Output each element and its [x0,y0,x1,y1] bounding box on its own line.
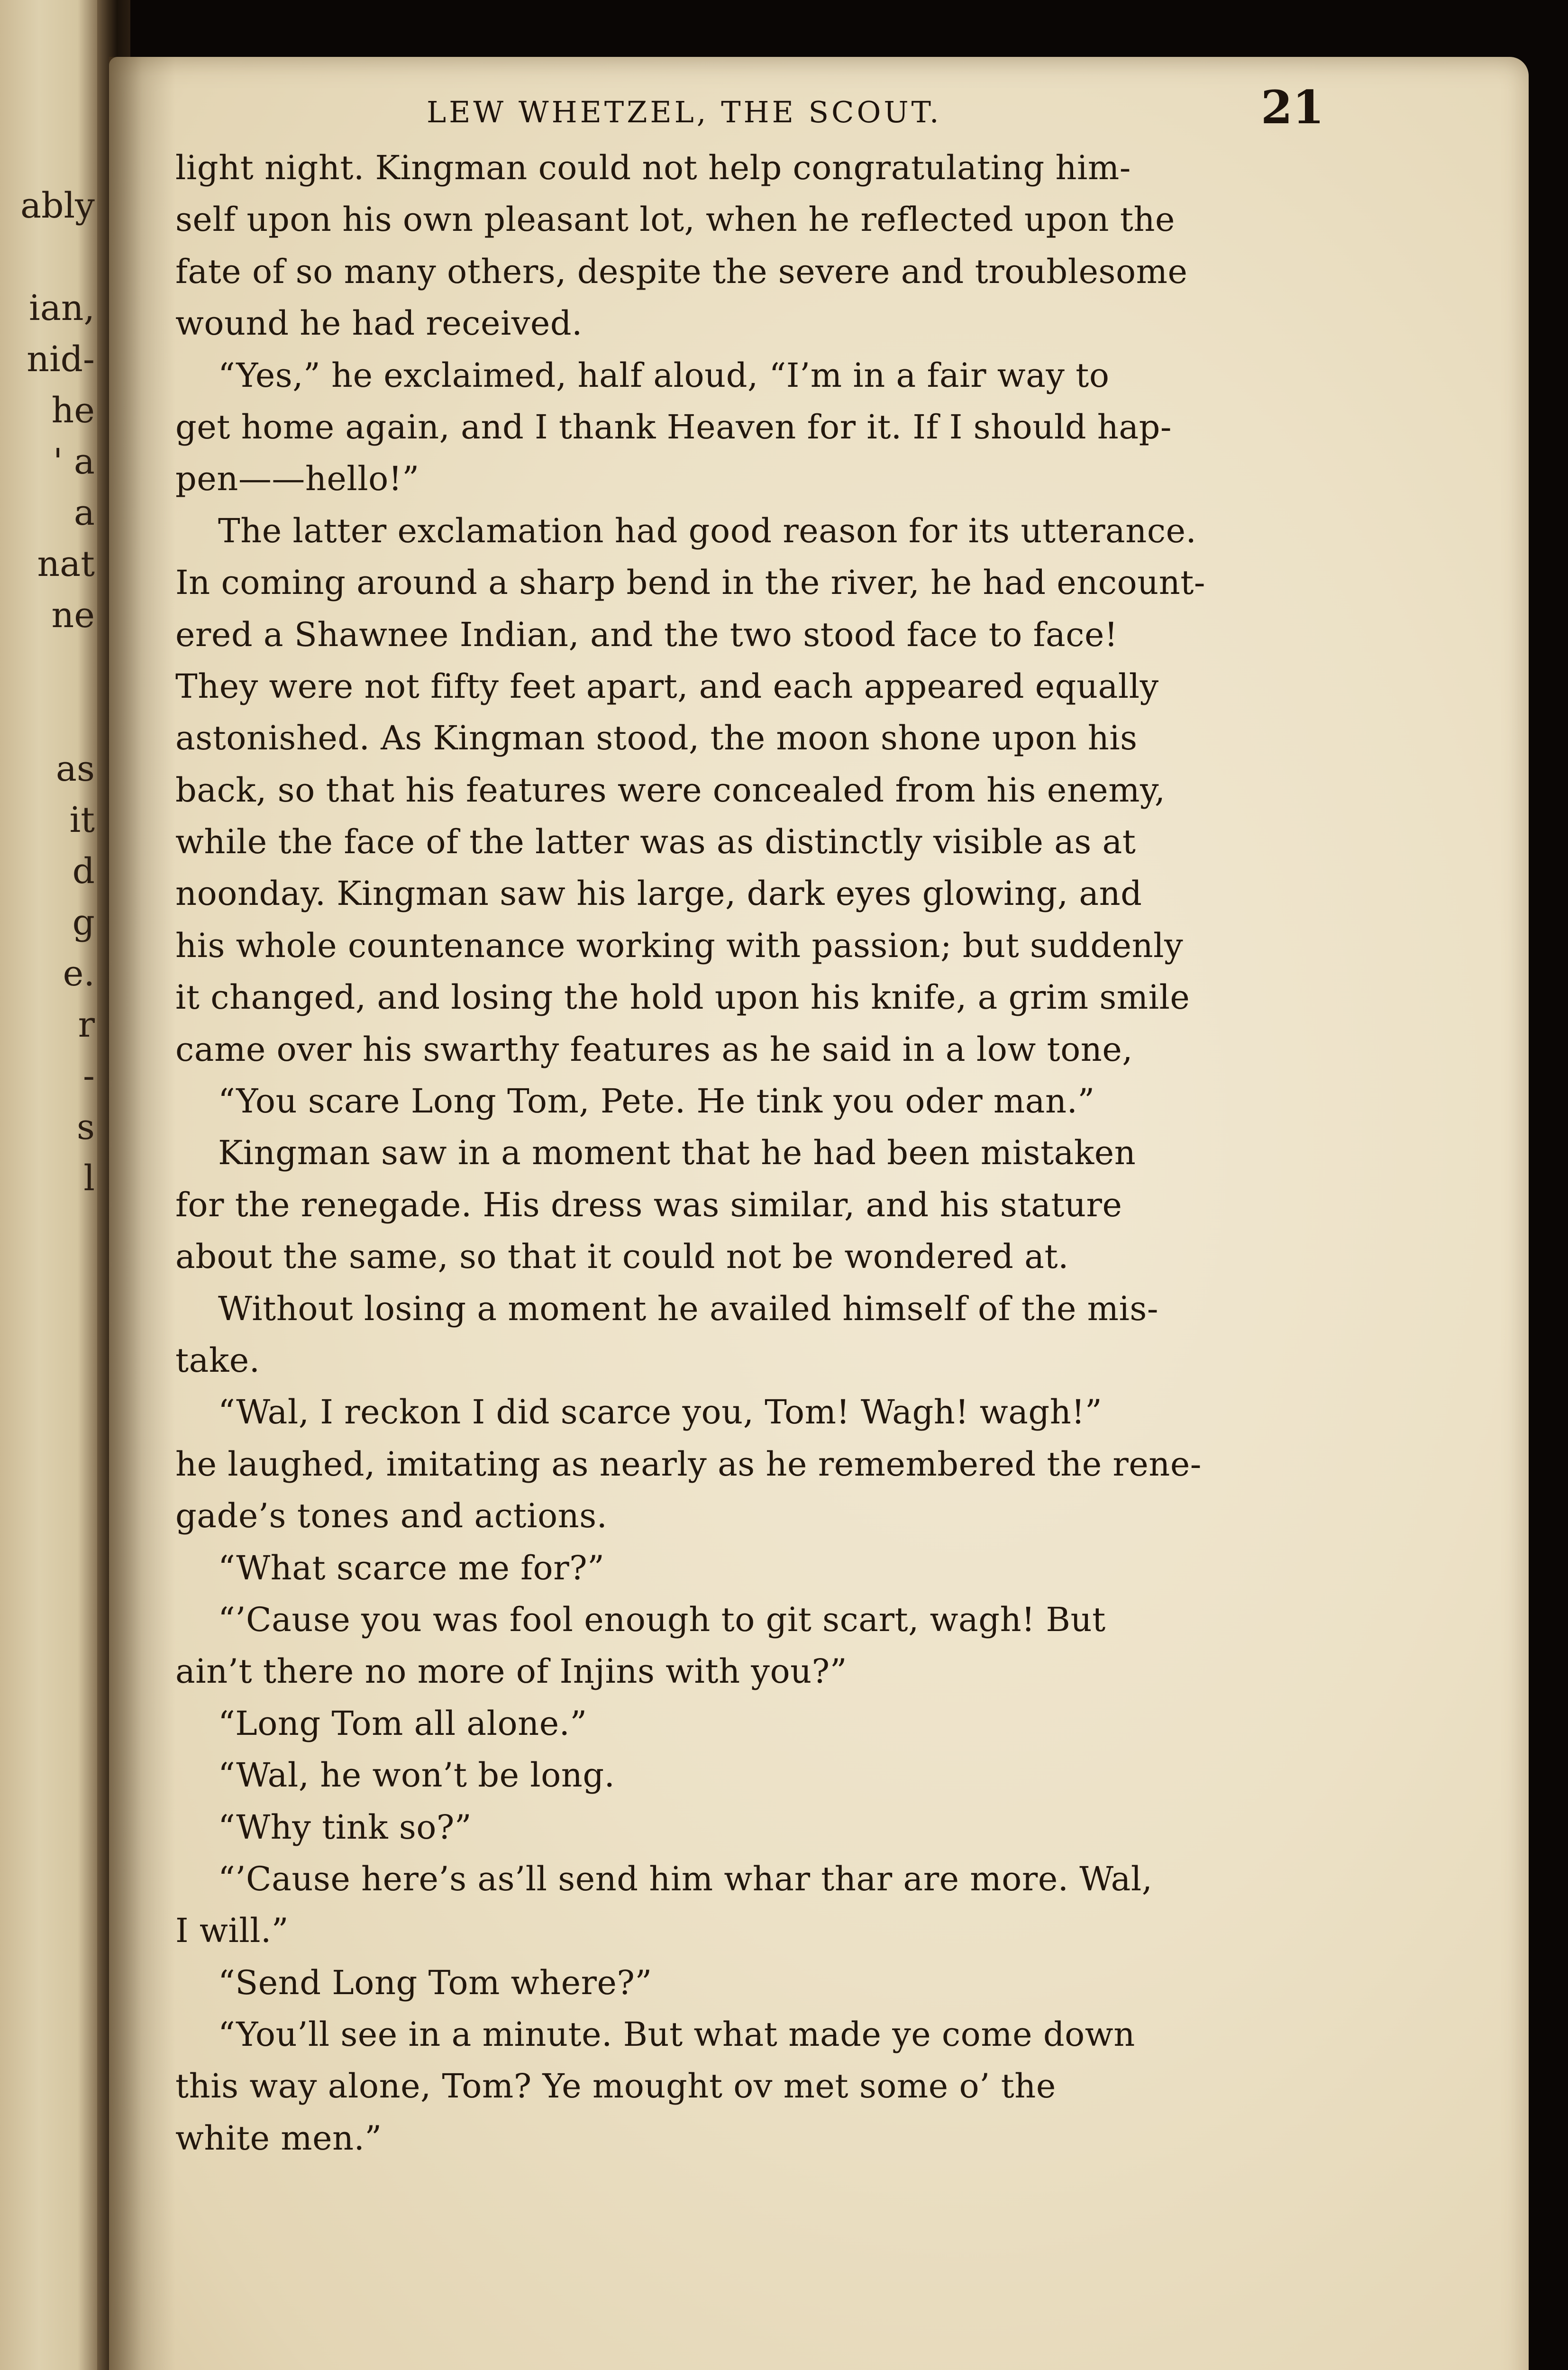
text-line: white men.” [175,2118,382,2158]
text-line: The latter exclamation had good reason for its utterance. [218,511,1197,550]
fragment-line: s [77,1107,95,1148]
fragment-line: nat [37,544,95,584]
page-body-text [175,142,1351,2164]
text-line: “’Cause you was fool enough to git scart, wagh! But [218,1600,1106,1639]
text-line: They were not fifty feet apart, and each appeared equally [175,666,1159,706]
fragment-line [0,692,95,743]
text-line: pen——hello!” [175,459,419,499]
text-line: Without losing a moment he availed himself of the mis- [218,1289,1158,1328]
fragment-line: l [83,1158,95,1199]
fragment-line [0,641,95,692]
fragment-line: d [72,851,95,892]
text-line: self upon his own pleasant lot, when he reflected upon the [175,200,1175,239]
text-line: “What scarce me for?” [218,1548,605,1587]
fragment-line: nid- [27,339,95,380]
text-line: noonday. Kingman saw his large, dark eyes glowing, and [175,874,1142,913]
text-line: gade’s tones and actions. [175,1496,608,1536]
fragment-line: ably [20,185,95,226]
text-line: while the face of the latter was as distinctly visible as at [175,822,1136,862]
text-line: fate of so many others, despite the severe and troublesome [175,252,1188,291]
fragment-line [0,231,95,283]
fragment-line: a [73,492,95,533]
text-line: Kingman saw in a moment that he had been mistaken [218,1133,1136,1173]
text-line: came over his swarthy features as he said in a low tone, [175,1030,1133,1069]
fragment-line: ian, [29,288,95,328]
text-line: “Long Tom all alone.” [218,1704,587,1743]
text-line: he laughed, imitating as nearly as he remembered the rene- [175,1444,1202,1484]
text-line: his whole countenance working with passion; but suddenly [175,926,1184,965]
text-line: “Why tink so?” [218,1807,472,1847]
fragment-line: g [72,902,95,943]
text-line: “Yes,” he exclaimed, half aloud, “I’m in a fair way to [218,356,1110,395]
fragment-line: as [55,748,95,789]
text-line: take. [175,1340,260,1380]
text-line: light night. Kingman could not help congratulating him- [175,148,1131,187]
fragment-line: ne [51,595,95,636]
text-line: for the renegade. His dress was similar, and his stature [175,1185,1122,1224]
text-line: “Wal, I reckon I did scarce you, Tom! Wagh! wagh!” [218,1393,1103,1432]
running-head: LEW WHETZEL, THE SCOUT. [427,95,942,129]
fragment-line: ' a [53,441,95,482]
text-line: ered a Shawnee Indian, and the two stood face to face! [175,615,1118,654]
text-line: “You scare Long Tom, Pete. He tink you oder man.” [218,1082,1095,1121]
text-line: this way alone, Tom? Ye mought ov met some o’ the [175,2067,1056,2106]
text-line: “Send Long Tom where?” [218,1963,652,2002]
text-line: I will.” [175,1911,289,1951]
fragment-line: e. [63,953,95,994]
text-line: ain’t there no more of Injins with you?” [175,1652,847,1691]
text-line: back, so that his features were concealed from his enemy, [175,770,1166,810]
text-line: astonished. As Kingman stood, the moon shone upon his [175,719,1138,758]
text-line: it changed, and losing the hold upon his knife, a grim smile [175,978,1190,1017]
text-line: wound he had received. [175,304,583,343]
previous-page-text-fragments [0,180,95,1204]
text-line: about the same, so that it could not be wondered at. [175,1237,1069,1276]
text-line: “’Cause here’s as’ll send him whar thar are more. Wal, [218,1859,1153,1898]
text-line: get home again, and I thank Heaven for it. If I should hap- [175,407,1172,447]
gutter-shadow [109,57,175,2370]
fragment-line: it [69,800,95,840]
text-line: “Wal, he won’t be long. [218,1756,615,1795]
fragment-line: he [51,390,95,431]
page-number: 21 [1261,81,1324,134]
fragment-line: - [82,1056,95,1096]
text-line: In coming around a sharp bend in the river, he had encount- [175,563,1206,602]
text-line: “You’ll see in a minute. But what made ye come down [218,2015,1135,2054]
fragment-line: r [78,1004,95,1045]
